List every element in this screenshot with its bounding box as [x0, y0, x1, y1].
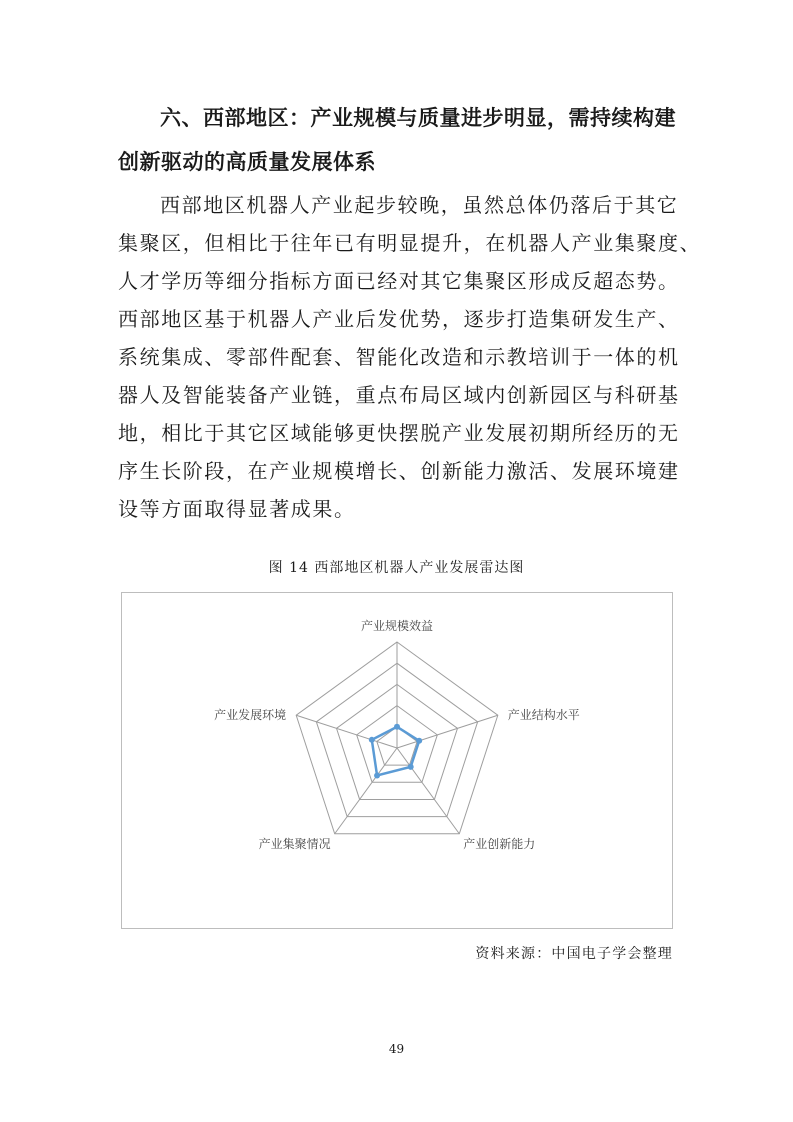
- radar-chart-frame: [121, 592, 673, 929]
- radar-spoke: [397, 748, 459, 834]
- radar-chart: [122, 593, 674, 930]
- section-title-line-2: 创新驱动的高质量发展体系: [118, 150, 376, 174]
- radar-data-point: [369, 737, 375, 743]
- page-number: 49: [388, 1042, 405, 1056]
- section-title-line-1: 六、西部地区：产业规模与质量进步明显，需持续构建: [160, 106, 676, 130]
- radar-axis-label: 产业发展环境: [214, 708, 287, 723]
- body-paragraph-line: 序生长阶段，在产业规模增长、创新能力激活、发展环境建: [118, 459, 680, 483]
- figure-source: 资料来源：中国电子学会整理: [475, 946, 673, 962]
- body-paragraph-line: 人才学历等细分指标方面已经对其它集聚区形成反超态势。: [118, 269, 680, 293]
- body-paragraph-line: 系统集成、零部件配套、智能化改造和示教培训于一体的机: [118, 345, 680, 369]
- radar-spoke: [335, 748, 397, 834]
- body-paragraph-line: 设等方面取得显著成果。: [118, 497, 356, 521]
- radar-axis-label: 产业规模效益: [360, 619, 434, 633]
- radar-spoke: [296, 715, 397, 748]
- radar-data-point: [374, 772, 380, 778]
- radar-data-point: [394, 724, 400, 730]
- body-paragraph-line: 西部地区机器人产业起步较晚，虽然总体仍落后于其它: [160, 193, 679, 217]
- body-paragraph-line: 器人及智能装备产业链，重点布局区域内创新园区与科研基: [118, 383, 680, 407]
- radar-axis-label: 产业创新能力: [463, 836, 536, 851]
- radar-data-point: [416, 738, 422, 744]
- radar-axis-label: 产业集聚情况: [258, 836, 331, 851]
- body-paragraph-line: 西部地区基于机器人产业后发优势，逐步打造集研发生产、: [118, 307, 680, 331]
- body-paragraph-line: 集聚区，但相比于往年已有明显提升，在机器人产业集聚度、: [118, 231, 702, 255]
- radar-axis-label: 产业结构水平: [507, 708, 580, 723]
- body-paragraph-line: 地，相比于其它区域能够更快摆脱产业发展初期所经历的无: [118, 421, 680, 445]
- figure-caption: 图 14 西部地区机器人产业发展雷达图: [268, 560, 525, 576]
- radar-data-point: [408, 764, 414, 770]
- radar-spoke: [397, 715, 498, 748]
